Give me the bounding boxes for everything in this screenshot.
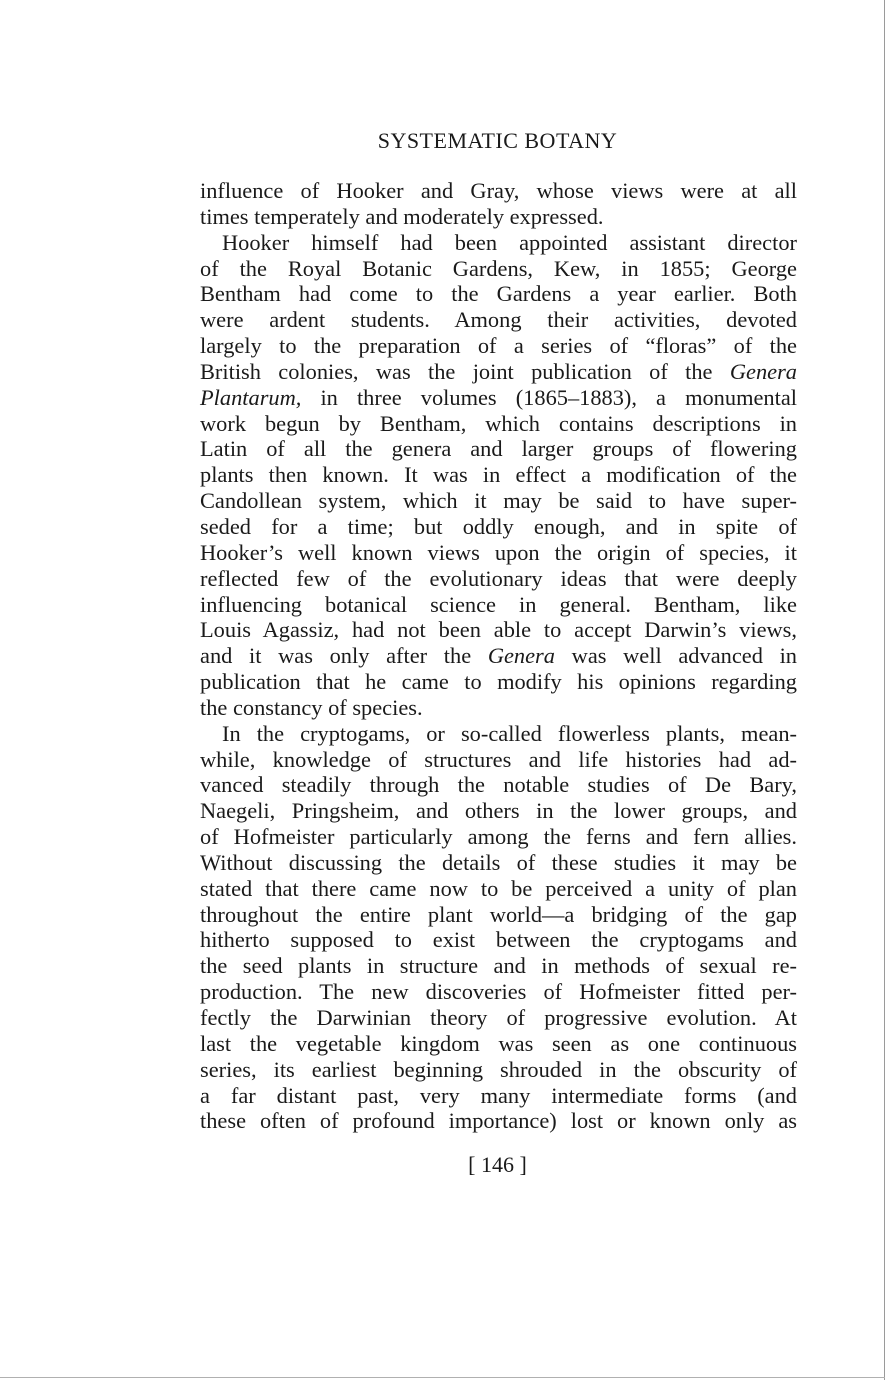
- text-line: the constancy of species.: [200, 694, 423, 720]
- text-line: [200, 359, 797, 385]
- text-segment: British colonies, was the joint publication of the: [200, 358, 730, 384]
- text-line: plants then known. It was in effect a modification of the: [200, 462, 797, 488]
- text-line: publication that he came to modify his opinions regarding: [200, 669, 797, 695]
- text-line: Bentham had come to the Gardens a year earlier. Both: [200, 281, 797, 307]
- text-line: [200, 385, 797, 411]
- body-text: [200, 178, 797, 1134]
- text-line: [200, 643, 797, 669]
- text-line: Without discussing the details of these studies it may be: [200, 849, 797, 875]
- text-line: the seed plants in structure and in methods of sexual re-: [200, 953, 797, 979]
- text-line: of Hofmeister particularly among the ferns and fern allies.: [200, 824, 797, 850]
- text-segment: was well advanced in: [554, 643, 797, 669]
- italic-title: Genera: [487, 643, 555, 669]
- text-line: Latin of all the genera and larger groups of flowering: [200, 436, 797, 462]
- text-line: production. The new discoveries of Hofmeister fitted per-: [200, 979, 797, 1005]
- running-head: SYSTEMATIC BOTANY: [377, 128, 618, 153]
- text-line: work begun by Bentham, which contains descriptions in: [200, 410, 797, 436]
- text-line: last the vegetable kingdom was seen as one continuous: [200, 1030, 797, 1056]
- text-line: Candollean system, which it may be said to have super-: [200, 488, 797, 514]
- page-number: [ 146 ]: [468, 1152, 527, 1177]
- text-line: Hooker’s well known views upon the origin of species, it: [200, 539, 797, 565]
- page-edge-right: [884, 0, 885, 1380]
- text-line: these often of profound importance) lost or known only as: [200, 1108, 797, 1134]
- italic-title: Genera: [729, 358, 797, 384]
- text-line: Hooker himself had been appointed assistant director: [222, 229, 797, 255]
- text-line: Naegeli, Pringsheim, and others in the lower groups, and: [200, 798, 797, 824]
- text-segment: in three volumes (1865–1883), a monumental: [301, 384, 797, 410]
- text-segment: and it was only after the: [200, 643, 488, 669]
- text-line: while, knowledge of structures and life histories had ad-: [200, 746, 797, 772]
- italic-title: Plantarum,: [200, 384, 302, 410]
- text-line: influence of Hooker and Gray, whose views were at all: [200, 178, 797, 203]
- text-line: a far distant past, very many intermediate forms (and: [200, 1082, 797, 1108]
- text-line: Louis Agassiz, had not been able to accept Darwin’s views,: [200, 617, 797, 643]
- text-line: reflected few of the evolutionary ideas that were deeply: [200, 565, 797, 591]
- text-line: In the cryptogams, or so-called flowerless plants, mean-: [222, 720, 797, 746]
- text-line: of the Royal Botanic Gardens, Kew, in 1855; George: [200, 255, 797, 281]
- text-line: seded for a time; but oddly enough, and in spite of: [200, 513, 797, 539]
- text-line: hitherto supposed to exist between the cryptogams and: [200, 927, 797, 953]
- text-line: largely to the preparation of a series of “floras” of the: [200, 333, 797, 359]
- text-line: throughout the entire plant world—a bridging of the gap: [200, 901, 797, 927]
- text-line: were ardent students. Among their activities, devoted: [200, 307, 797, 333]
- text-line: times temperately and moderately expressed.: [200, 203, 604, 229]
- text-line: fectly the Darwinian theory of progressive evolution. At: [200, 1005, 797, 1030]
- text-line: influencing botanical science in general. Bentham, like: [200, 591, 797, 617]
- text-line: series, its earliest beginning shrouded in the obscurity of: [200, 1056, 797, 1082]
- text-line: vanced steadily through the notable studies of De Bary,: [200, 772, 797, 798]
- page-edge-bottom: [0, 1377, 885, 1378]
- text-line: stated that there came now to be perceived a unity of plan: [200, 875, 797, 901]
